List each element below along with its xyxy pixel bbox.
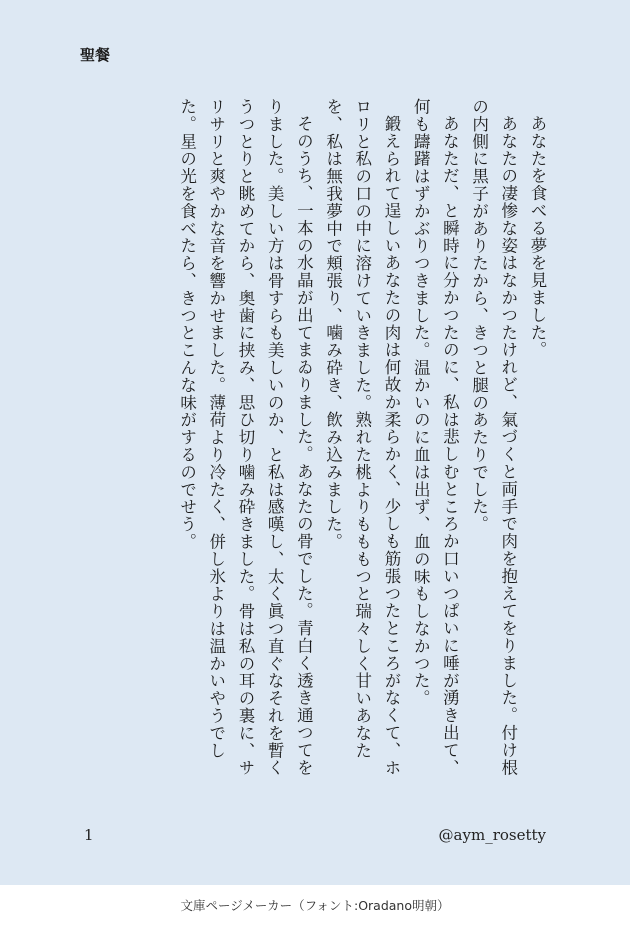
paragraph-2: あなたの凄惨な姿はなかつたけれど、氣づくと両手で肉を抱えてをりました。付け根の内側に黒子がありたから、きつと腿のあたりでした。	[469, 98, 518, 776]
vertical-body-text	[72, 98, 552, 788]
paragraph-1: あなたを食べる夢を見ました。	[528, 114, 547, 359]
page-title: 聖餐	[80, 46, 111, 64]
paragraph-5: そのうち、一本の水晶が出てまゐりました。あなたの骨でした。青白く透き通つてをりました。美しい方は骨すらも美しいのか、と私は感嘆し、太く眞つ直ぐなそれを暫くうつとりと眺めてから、奥歯に挟み、思ひ切り噛み砕きました。骨は私の耳の裏に、サリサリと爽やかな音を響かせました。薄荷より冷たく、併し氷よりは温かいやうでした。星の光を食べたら、きつとこんな味がするのでせう。	[177, 98, 314, 777]
paragraph-4: 鍛えられて逞しいあなたの肉は何故か柔らかく、少しも筋張つたところがなくて、ホロリと私の口の中に溶けていきました。熟れた桃よりもももつと瑞々しく甘いあなたを、私は無我夢中で頬張り、噛み砕き、飲み込みました。	[323, 98, 401, 776]
footer-credit: 文庫ページメーカー（フォント:Oradano明朝）	[180, 898, 450, 913]
page-number: 1	[84, 826, 94, 844]
author-handle: @aym_rosetty	[438, 826, 546, 844]
paragraph-3: あなただ、と瞬時に分かつたのに、私は悲しむところか口いつぱいに唾が湧き出て、何も躊躇はずかぶりつきました。温かいのに血は出ず、血の味もしなかつた。	[411, 98, 460, 776]
